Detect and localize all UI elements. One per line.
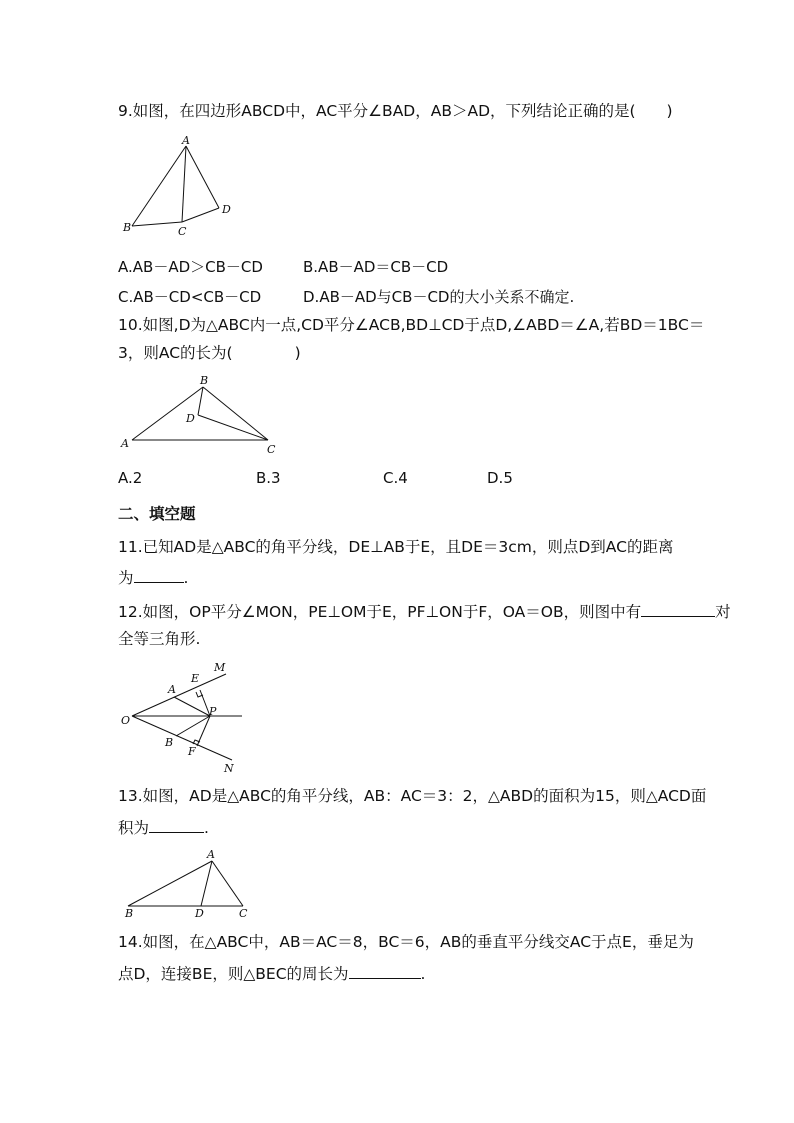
q13-label-b: B — [125, 907, 134, 920]
q11-line2-pre: 为 — [118, 569, 134, 587]
q12-label-o: O — [121, 714, 131, 727]
q12-label-b: B — [165, 736, 174, 749]
q12-line1 — [118, 600, 731, 622]
q10-stem-line2: 3，则AC的长为( ) — [118, 344, 301, 362]
q13-segment-ac — [212, 861, 243, 906]
q12-label-e: E — [191, 672, 200, 685]
q9-segment-ad — [186, 146, 219, 208]
q9-label-c: C — [178, 225, 187, 238]
q9-option-d: D.AB－AD与CB－CD的大小关系不确定. — [303, 288, 575, 306]
q11-line2 — [118, 566, 188, 588]
q13-answer-blank[interactable] — [149, 816, 204, 833]
q10-option-c: C.4 — [383, 469, 408, 487]
q12-label-f: F — [188, 745, 196, 758]
q14-line2-post: . — [420, 965, 426, 983]
q9-option-c: C.AB－CD<CB－CD — [118, 288, 262, 306]
q10-label-b: B — [200, 374, 209, 387]
q9-stem: 9.如图，在四边形ABCD中，AC平分∠BAD，AB＞AD，下列结论正确的是( ) — [118, 102, 673, 120]
q12-answer-blank[interactable] — [641, 600, 715, 617]
q13-line2 — [118, 816, 209, 838]
q10-label-d: D — [186, 412, 195, 425]
q13-segment-ab — [128, 861, 212, 906]
q10-label-a: A — [121, 437, 129, 450]
q13-label-c: C — [239, 907, 248, 920]
q14-line1: 14.如图，在△ABC中，AB＝AC＝8，BC＝6，AB的垂直平分线交AC于点E，垂足为 — [118, 933, 694, 951]
q10-segment-dc — [198, 415, 268, 440]
q11-line1: 11.已知AD是△ABC的角平分线，DE⊥AB于E，且DE＝3cm，则点D到AC的距离 — [118, 538, 674, 556]
q10-segment-bc — [203, 387, 268, 440]
q10-figure — [118, 375, 283, 460]
q10-option-a: A.2 — [118, 469, 143, 487]
q14-answer-blank[interactable] — [349, 962, 421, 979]
q12-line1-post: 对 — [715, 603, 731, 621]
q13-segment-ad — [201, 861, 212, 906]
q9-segment-bc — [132, 222, 182, 226]
q9-figure — [118, 134, 253, 238]
q9-label-d: D — [222, 203, 231, 216]
section-heading: 二、填空题 — [118, 505, 196, 523]
q11-answer-blank[interactable] — [134, 566, 184, 583]
q10-option-b: B.3 — [256, 469, 281, 487]
q12-segment-ap — [174, 697, 210, 716]
q9-label-a: A — [182, 134, 190, 147]
q12-ray-on — [132, 716, 232, 760]
q11-line2-post: . — [183, 569, 189, 587]
q12-label-n: N — [224, 762, 234, 775]
q13-line1: 13.如图，AD是△ABC的角平分线，AB：AC＝3：2，△ABD的面积为15，则△ACD面 — [118, 787, 707, 805]
q12-label-p: P — [209, 705, 217, 718]
q9-option-a: A.AB－AD＞CB－CD — [118, 258, 263, 276]
q9-segment-ab — [132, 146, 186, 226]
q12-figure — [118, 660, 248, 775]
q13-figure — [118, 845, 258, 920]
q13-line2-pre: 积为 — [118, 819, 150, 837]
q10-label-c: C — [267, 443, 276, 456]
q9-option-b: B.AB－AD＝CB－CD — [303, 258, 449, 276]
q12-label-a: A — [168, 683, 176, 696]
q14-line2-pre: 点D，连接BE，则△BEC的周长为 — [118, 965, 349, 983]
q13-line2-post: . — [204, 819, 209, 837]
q14-line2 — [118, 962, 425, 984]
q9-segment-cd — [182, 208, 219, 222]
q10-option-d: D.5 — [487, 469, 513, 487]
q12-line2: 全等三角形. — [118, 630, 201, 648]
q12-segment-bp — [176, 716, 210, 736]
q12-label-m: M — [214, 661, 226, 674]
q10-stem-line1: 10.如图,D为△ABC内一点,CD平分∠ACB,BD⊥CD于点D,∠ABD＝∠A,若BD＝1BC＝ — [118, 316, 705, 334]
q9-label-b: B — [123, 221, 132, 234]
q13-label-a: A — [207, 848, 215, 861]
q13-label-d: D — [195, 907, 204, 920]
q10-segment-bd — [198, 387, 203, 415]
q9-segment-ac — [182, 146, 186, 222]
q12-line1-pre: 12.如图，OP平分∠MON，PE⊥OM于E，PF⊥ON于F，OA＝OB，则图中有 — [118, 603, 642, 621]
